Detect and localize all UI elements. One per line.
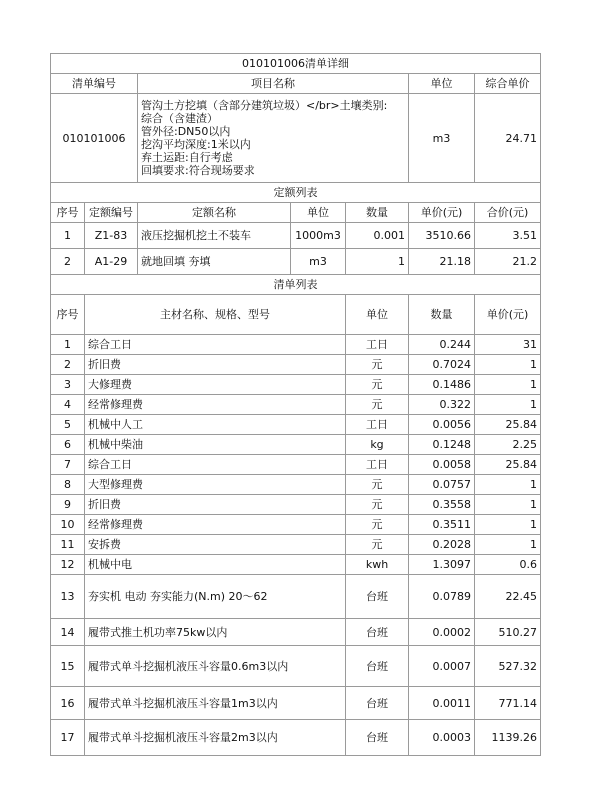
material-name: 履带式单斗挖掘机液压斗容量1m3以内 — [85, 687, 346, 720]
material-no: 14 — [51, 619, 85, 646]
material-name: 大型修理费 — [85, 475, 346, 495]
material-name: 经常修理费 — [85, 395, 346, 415]
material-qty: 0.1486 — [409, 375, 475, 395]
material-unit: 工日 — [346, 455, 409, 475]
material-unit: 工日 — [346, 415, 409, 435]
material-qty: 0.0007 — [409, 646, 475, 687]
material-unit: 元 — [346, 535, 409, 555]
material-price: 1 — [475, 395, 541, 415]
materials-section-row — [51, 275, 541, 295]
desc-line: 回填要求:符合现场要求 — [141, 164, 255, 177]
quota-name: 液压挖掘机挖土不装车 — [138, 223, 291, 249]
material-price: 22.45 — [475, 575, 541, 619]
material-no: 9 — [51, 495, 85, 515]
material-unit: 台班 — [346, 687, 409, 720]
item-description — [138, 94, 409, 183]
materials-row — [51, 720, 541, 756]
materials-header-cell: 单价(元) — [475, 295, 541, 335]
material-price: 1 — [475, 515, 541, 535]
material-no: 1 — [51, 335, 85, 355]
materials-row — [51, 495, 541, 515]
material-no: 12 — [51, 555, 85, 575]
bill-detail-table — [50, 53, 541, 756]
material-name: 履带式推土机功率75kw以内 — [85, 619, 346, 646]
material-unit: 台班 — [346, 646, 409, 687]
quota-header-cell: 合价(元) — [475, 203, 541, 223]
desc-line: 挖沟平均深度:1米以内 — [141, 138, 251, 151]
materials-row — [51, 535, 541, 555]
quota-price: 21.18 — [409, 249, 475, 275]
material-no: 15 — [51, 646, 85, 687]
material-no: 13 — [51, 575, 85, 619]
materials-row — [51, 646, 541, 687]
item-code: 010101006 — [51, 94, 138, 183]
desc-line: 管沟土方挖填（含部分建筑垃圾）</br>土壤类别: — [141, 99, 388, 112]
material-qty: 0.0002 — [409, 619, 475, 646]
materials-section-title: 清单列表 — [51, 275, 541, 295]
material-qty: 0.2028 — [409, 535, 475, 555]
material-unit: 工日 — [346, 335, 409, 355]
material-price: 1 — [475, 355, 541, 375]
material-no: 10 — [51, 515, 85, 535]
quota-header-cell: 定额名称 — [138, 203, 291, 223]
material-qty: 0.0757 — [409, 475, 475, 495]
material-qty: 0.244 — [409, 335, 475, 355]
quota-qty: 0.001 — [346, 223, 409, 249]
quota-row — [51, 249, 541, 275]
material-price: 25.84 — [475, 415, 541, 435]
material-unit: 元 — [346, 515, 409, 535]
quota-no: 1 — [51, 223, 85, 249]
material-name: 履带式单斗挖掘机液压斗容量0.6m3以内 — [85, 646, 346, 687]
quota-name: 就地回填 夯填 — [138, 249, 291, 275]
header-row — [51, 74, 541, 94]
material-unit: 元 — [346, 355, 409, 375]
header-code: 清单编号 — [51, 74, 138, 94]
materials-header-cell: 主材名称、规格、型号 — [85, 295, 346, 335]
desc-line: 管外径:DN50以内 — [141, 125, 231, 138]
materials-row — [51, 395, 541, 415]
item-unit: m3 — [409, 94, 475, 183]
title-row — [51, 54, 541, 74]
header-unit: 单位 — [409, 74, 475, 94]
page-title: 010101006清单详细 — [51, 54, 541, 74]
material-name: 机械中电 — [85, 555, 346, 575]
material-unit: kg — [346, 435, 409, 455]
material-qty: 0.0789 — [409, 575, 475, 619]
material-qty: 0.7024 — [409, 355, 475, 375]
material-price: 1 — [475, 375, 541, 395]
material-price: 527.32 — [475, 646, 541, 687]
material-name: 履带式单斗挖掘机液压斗容量2m3以内 — [85, 720, 346, 756]
quota-header-cell: 单位 — [291, 203, 346, 223]
materials-header-cell: 数量 — [409, 295, 475, 335]
material-qty: 0.0003 — [409, 720, 475, 756]
quota-no: 2 — [51, 249, 85, 275]
materials-header-row — [51, 295, 541, 335]
material-qty: 0.1248 — [409, 435, 475, 455]
material-no: 2 — [51, 355, 85, 375]
material-no: 17 — [51, 720, 85, 756]
materials-row — [51, 435, 541, 455]
quota-section-row — [51, 183, 541, 203]
material-unit: 元 — [346, 395, 409, 415]
material-no: 16 — [51, 687, 85, 720]
material-name: 安拆费 — [85, 535, 346, 555]
quota-unit: 1000m3 — [291, 223, 346, 249]
quota-qty: 1 — [346, 249, 409, 275]
header-price: 综合单价 — [475, 74, 541, 94]
material-price: 1 — [475, 475, 541, 495]
material-no: 7 — [51, 455, 85, 475]
materials-row — [51, 475, 541, 495]
material-qty: 0.322 — [409, 395, 475, 415]
quota-total: 3.51 — [475, 223, 541, 249]
material-name: 经常修理费 — [85, 515, 346, 535]
materials-row — [51, 455, 541, 475]
material-unit: 台班 — [346, 720, 409, 756]
desc-line: 弃土运距:自行考虑 — [141, 151, 233, 164]
material-no: 8 — [51, 475, 85, 495]
materials-row — [51, 515, 541, 535]
quota-header-cell: 数量 — [346, 203, 409, 223]
material-price: 25.84 — [475, 455, 541, 475]
material-price: 31 — [475, 335, 541, 355]
material-no: 11 — [51, 535, 85, 555]
materials-row — [51, 335, 541, 355]
materials-row — [51, 687, 541, 720]
header-name: 项目名称 — [138, 74, 409, 94]
material-name: 大修理费 — [85, 375, 346, 395]
material-name: 夯实机 电动 夯实能力(N.m) 20～62 — [85, 575, 346, 619]
quota-price: 3510.66 — [409, 223, 475, 249]
material-unit: 台班 — [346, 575, 409, 619]
material-price: 0.6 — [475, 555, 541, 575]
quota-header-cell: 定额编号 — [85, 203, 138, 223]
material-unit: 元 — [346, 475, 409, 495]
material-price: 1 — [475, 495, 541, 515]
material-price: 2.25 — [475, 435, 541, 455]
material-name: 机械中柴油 — [85, 435, 346, 455]
material-qty: 1.3097 — [409, 555, 475, 575]
desc-line: 综合（含建渣） — [141, 112, 218, 125]
material-qty: 0.0011 — [409, 687, 475, 720]
material-qty: 0.3558 — [409, 495, 475, 515]
materials-row — [51, 555, 541, 575]
materials-row — [51, 375, 541, 395]
material-qty: 0.3511 — [409, 515, 475, 535]
material-qty: 0.0058 — [409, 455, 475, 475]
item-price: 24.71 — [475, 94, 541, 183]
quota-unit: m3 — [291, 249, 346, 275]
material-price: 1 — [475, 535, 541, 555]
material-unit: kwh — [346, 555, 409, 575]
item-row — [51, 94, 541, 183]
quota-header-cell: 单价(元) — [409, 203, 475, 223]
material-no: 3 — [51, 375, 85, 395]
material-no: 4 — [51, 395, 85, 415]
material-name: 综合工日 — [85, 335, 346, 355]
material-name: 折旧费 — [85, 355, 346, 375]
materials-row — [51, 355, 541, 375]
quota-section-title: 定额列表 — [51, 183, 541, 203]
material-unit: 元 — [346, 495, 409, 515]
quota-header-row — [51, 203, 541, 223]
material-name: 综合工日 — [85, 455, 346, 475]
materials-header-cell: 单位 — [346, 295, 409, 335]
material-name: 折旧费 — [85, 495, 346, 515]
materials-row — [51, 415, 541, 435]
material-no: 5 — [51, 415, 85, 435]
materials-row — [51, 575, 541, 619]
material-no: 6 — [51, 435, 85, 455]
material-qty: 0.0056 — [409, 415, 475, 435]
quota-total: 21.2 — [475, 249, 541, 275]
material-unit: 元 — [346, 375, 409, 395]
material-name: 机械中人工 — [85, 415, 346, 435]
materials-row — [51, 619, 541, 646]
quota-header-cell: 序号 — [51, 203, 85, 223]
quota-code: A1-29 — [85, 249, 138, 275]
materials-header-cell: 序号 — [51, 295, 85, 335]
material-price: 771.14 — [475, 687, 541, 720]
material-price: 510.27 — [475, 619, 541, 646]
quota-code: Z1-83 — [85, 223, 138, 249]
material-price: 1139.26 — [475, 720, 541, 756]
quota-row — [51, 223, 541, 249]
material-unit: 台班 — [346, 619, 409, 646]
